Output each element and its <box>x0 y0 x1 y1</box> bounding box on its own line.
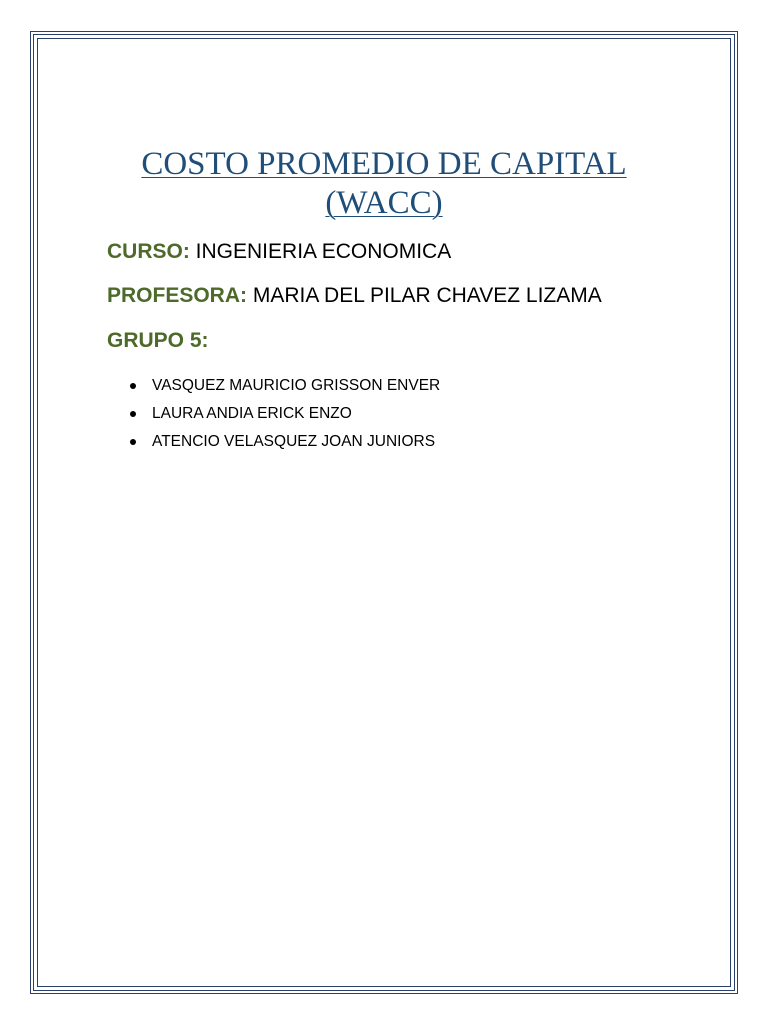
bullet-icon <box>130 411 136 417</box>
bullet-icon <box>130 439 136 445</box>
grupo-field <box>107 330 209 351</box>
curso-value: INGENIERIA ECONOMICA <box>189 240 452 263</box>
member-item <box>126 372 440 400</box>
member-name: VASQUEZ MAURICIO GRISSON ENVER <box>152 377 441 394</box>
document-title-line2: (WACC) <box>325 185 443 221</box>
curso-field <box>107 241 451 262</box>
profesora-value: MARIA DEL PILAR CHAVEZ LIZAMA <box>247 284 602 307</box>
document-title-line1: COSTO PROMEDIO DE CAPITAL <box>141 146 627 182</box>
member-list <box>126 372 440 456</box>
member-item <box>126 400 440 428</box>
profesora-label: PROFESORA: <box>107 284 248 307</box>
member-name: LAURA ANDIA ERICK ENZO <box>152 405 352 422</box>
curso-label: CURSO: <box>107 240 190 263</box>
member-name: ATENCIO VELASQUEZ JOAN JUNIORS <box>152 433 436 450</box>
member-item <box>126 428 440 456</box>
bullet-icon <box>130 383 136 389</box>
grupo-label: GRUPO 5: <box>107 329 209 352</box>
profesora-field <box>107 285 602 306</box>
